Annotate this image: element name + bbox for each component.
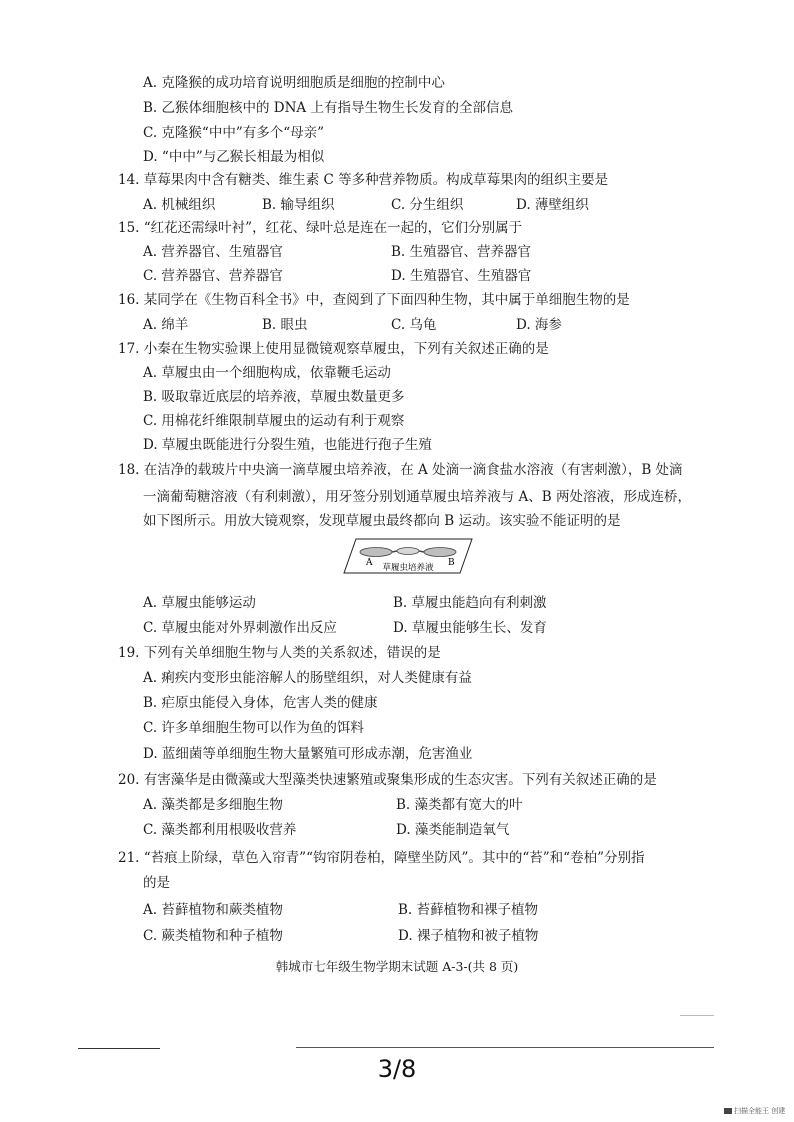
question-18-line3: 如下图所示。用放大镜观察，发现草履虫最终都向 B 运动。该实验不能证明的是 (143, 513, 621, 529)
scan-line-right (296, 1047, 714, 1048)
question-18-line1: 18. 在洁净的载玻片中央滴一滴草履虫培养液，在 A 处滴一滴食盐水溶液（有害刺激），B 处滴 (118, 462, 683, 478)
q21-option-d: D. 裸子植物和被子植物 (398, 928, 539, 944)
paramecium-slide-figure (342, 537, 474, 575)
scanner-logo-icon (724, 1108, 732, 1114)
q15-option-a: A. 营养器官、生殖器官 (143, 244, 283, 260)
q13-option-a: A. 克隆猴的成功培育说明细胞质是细胞的控制中心 (143, 75, 445, 91)
q17-option-c: C. 用棉花纤维限制草履虫的运动有利于观察 (143, 413, 405, 429)
scan-edge-mark (680, 1015, 714, 1016)
q13-option-c: C. 克隆猴“中中”有多个“母亲” (143, 125, 325, 141)
page-number: 3/8 (377, 1055, 417, 1083)
q19-option-d: D. 蓝细菌等单细胞生物大量繁殖可形成赤潮，危害渔业 (143, 746, 473, 762)
q15-option-b: B. 生殖器官、营养器官 (391, 244, 532, 260)
q20-option-a: A. 藻类都是多细胞生物 (143, 797, 283, 813)
drop-a (360, 548, 392, 557)
scan-line-left (78, 1048, 160, 1049)
q18-option-b: B. 草履虫能趋向有利刺激 (393, 595, 547, 611)
question-16: 16. 某同学在《生物百科全书》中，查阅到了下面四种生物，其中属于单细胞生物的是 (118, 292, 630, 308)
question-21-line2: 的是 (143, 875, 170, 891)
question-20: 20. 有害藻华是由微藻或大型藻类快速繁殖或聚集形成的生态灾害。下列有关叙述正确的是 (118, 772, 657, 788)
question-19: 19. 下列有关单细胞生物与人类的关系叙述，错误的是 (118, 645, 441, 661)
figure-caption: 草履虫培养液 (382, 563, 434, 573)
question-15: 15. “红花还需绿叶衬”，红花、绿叶总是连在一起的，它们分别属于 (118, 220, 523, 236)
question-14: 14. 草莓果肉中含有糖类、维生素 C 等多种营养物质。构成草莓果肉的组织主要是 (118, 172, 609, 188)
q18-option-c: C. 草履虫能对外界刺激作出反应 (143, 620, 337, 636)
label-b: B (448, 558, 455, 568)
q21-option-c: C. 蕨类植物和种子植物 (143, 928, 283, 944)
q15-option-c: C. 营养器官、营养器官 (143, 268, 283, 284)
q20-option-b: B. 藻类都有宽大的叶 (396, 797, 523, 813)
q17-option-b: B. 吸取靠近底层的培养液，草履虫数量更多 (143, 389, 405, 405)
drop-b (424, 548, 456, 557)
question-17: 17. 小秦在生物实验课上使用显微镜观察草履虫，下列有关叙述正确的是 (118, 341, 549, 357)
q20-option-d: D. 藻类能制造氧气 (396, 822, 510, 838)
q19-option-c: C. 许多单细胞生物可以作为鱼的饵料 (143, 720, 364, 736)
q14-option-d: D. 薄壁组织 (516, 197, 589, 213)
q18-option-d: D. 草履虫能够生长、发育 (393, 620, 547, 636)
scanner-watermark (724, 1106, 785, 1116)
q20-option-c: C. 藻类都利用根吸收营养 (143, 822, 297, 838)
q17-option-d: D. 草履虫既能进行分裂生殖，也能进行孢子生殖 (143, 437, 432, 453)
drop-culture (397, 548, 419, 555)
q15-option-d: D. 生殖器官、生殖器官 (391, 268, 532, 284)
question-21-line1: 21. “苔痕上阶绿，草色入帘青”“钩帘阴卷柏，障壁坐防风”。其中的“苔”和“卷柏”分别指 (118, 850, 645, 866)
q14-option-c: C. 分生组织 (391, 197, 464, 213)
q14-option-b: B. 输导组织 (262, 197, 335, 213)
q17-option-a: A. 草履虫由一个细胞构成，依靠鞭毛运动 (143, 365, 391, 381)
scanner-watermark-text: 扫描全能王 创建 (734, 1107, 786, 1115)
q21-option-a: A. 苔藓植物和蕨类植物 (143, 902, 283, 918)
question-18-line2: 一滴葡萄糖溶液（有利刺激），用牙签分别划通草履虫培养液与 A、B 两处溶液，形成连桥， (143, 489, 692, 505)
q16-option-d: D. 海参 (516, 317, 562, 333)
q21-option-b: B. 苔藓植物和裸子植物 (398, 902, 539, 918)
q13-option-d: D. “中中”与乙猴长相最为相似 (143, 149, 325, 165)
q16-option-b: B. 眼虫 (262, 317, 308, 333)
q16-option-a: A. 绵羊 (143, 317, 189, 333)
label-a: A (366, 558, 373, 568)
q14-option-a: A. 机械组织 (143, 197, 216, 213)
q19-option-a: A. 痢疾内变形虫能溶解人的肠壁组织，对人类健康有益 (143, 670, 472, 686)
q16-option-c: C. 乌龟 (391, 317, 437, 333)
q18-option-a: A. 草履虫能够运动 (143, 595, 256, 611)
q19-option-b: B. 疟原虫能侵入身体，危害人类的健康 (143, 695, 378, 711)
footer-title: 韩城市七年级生物学期末试题 A-3-(共 8 页) (275, 959, 519, 974)
q13-option-b: B. 乙猴体细胞核中的 DNA 上有指导生物生长发育的全部信息 (143, 100, 513, 116)
